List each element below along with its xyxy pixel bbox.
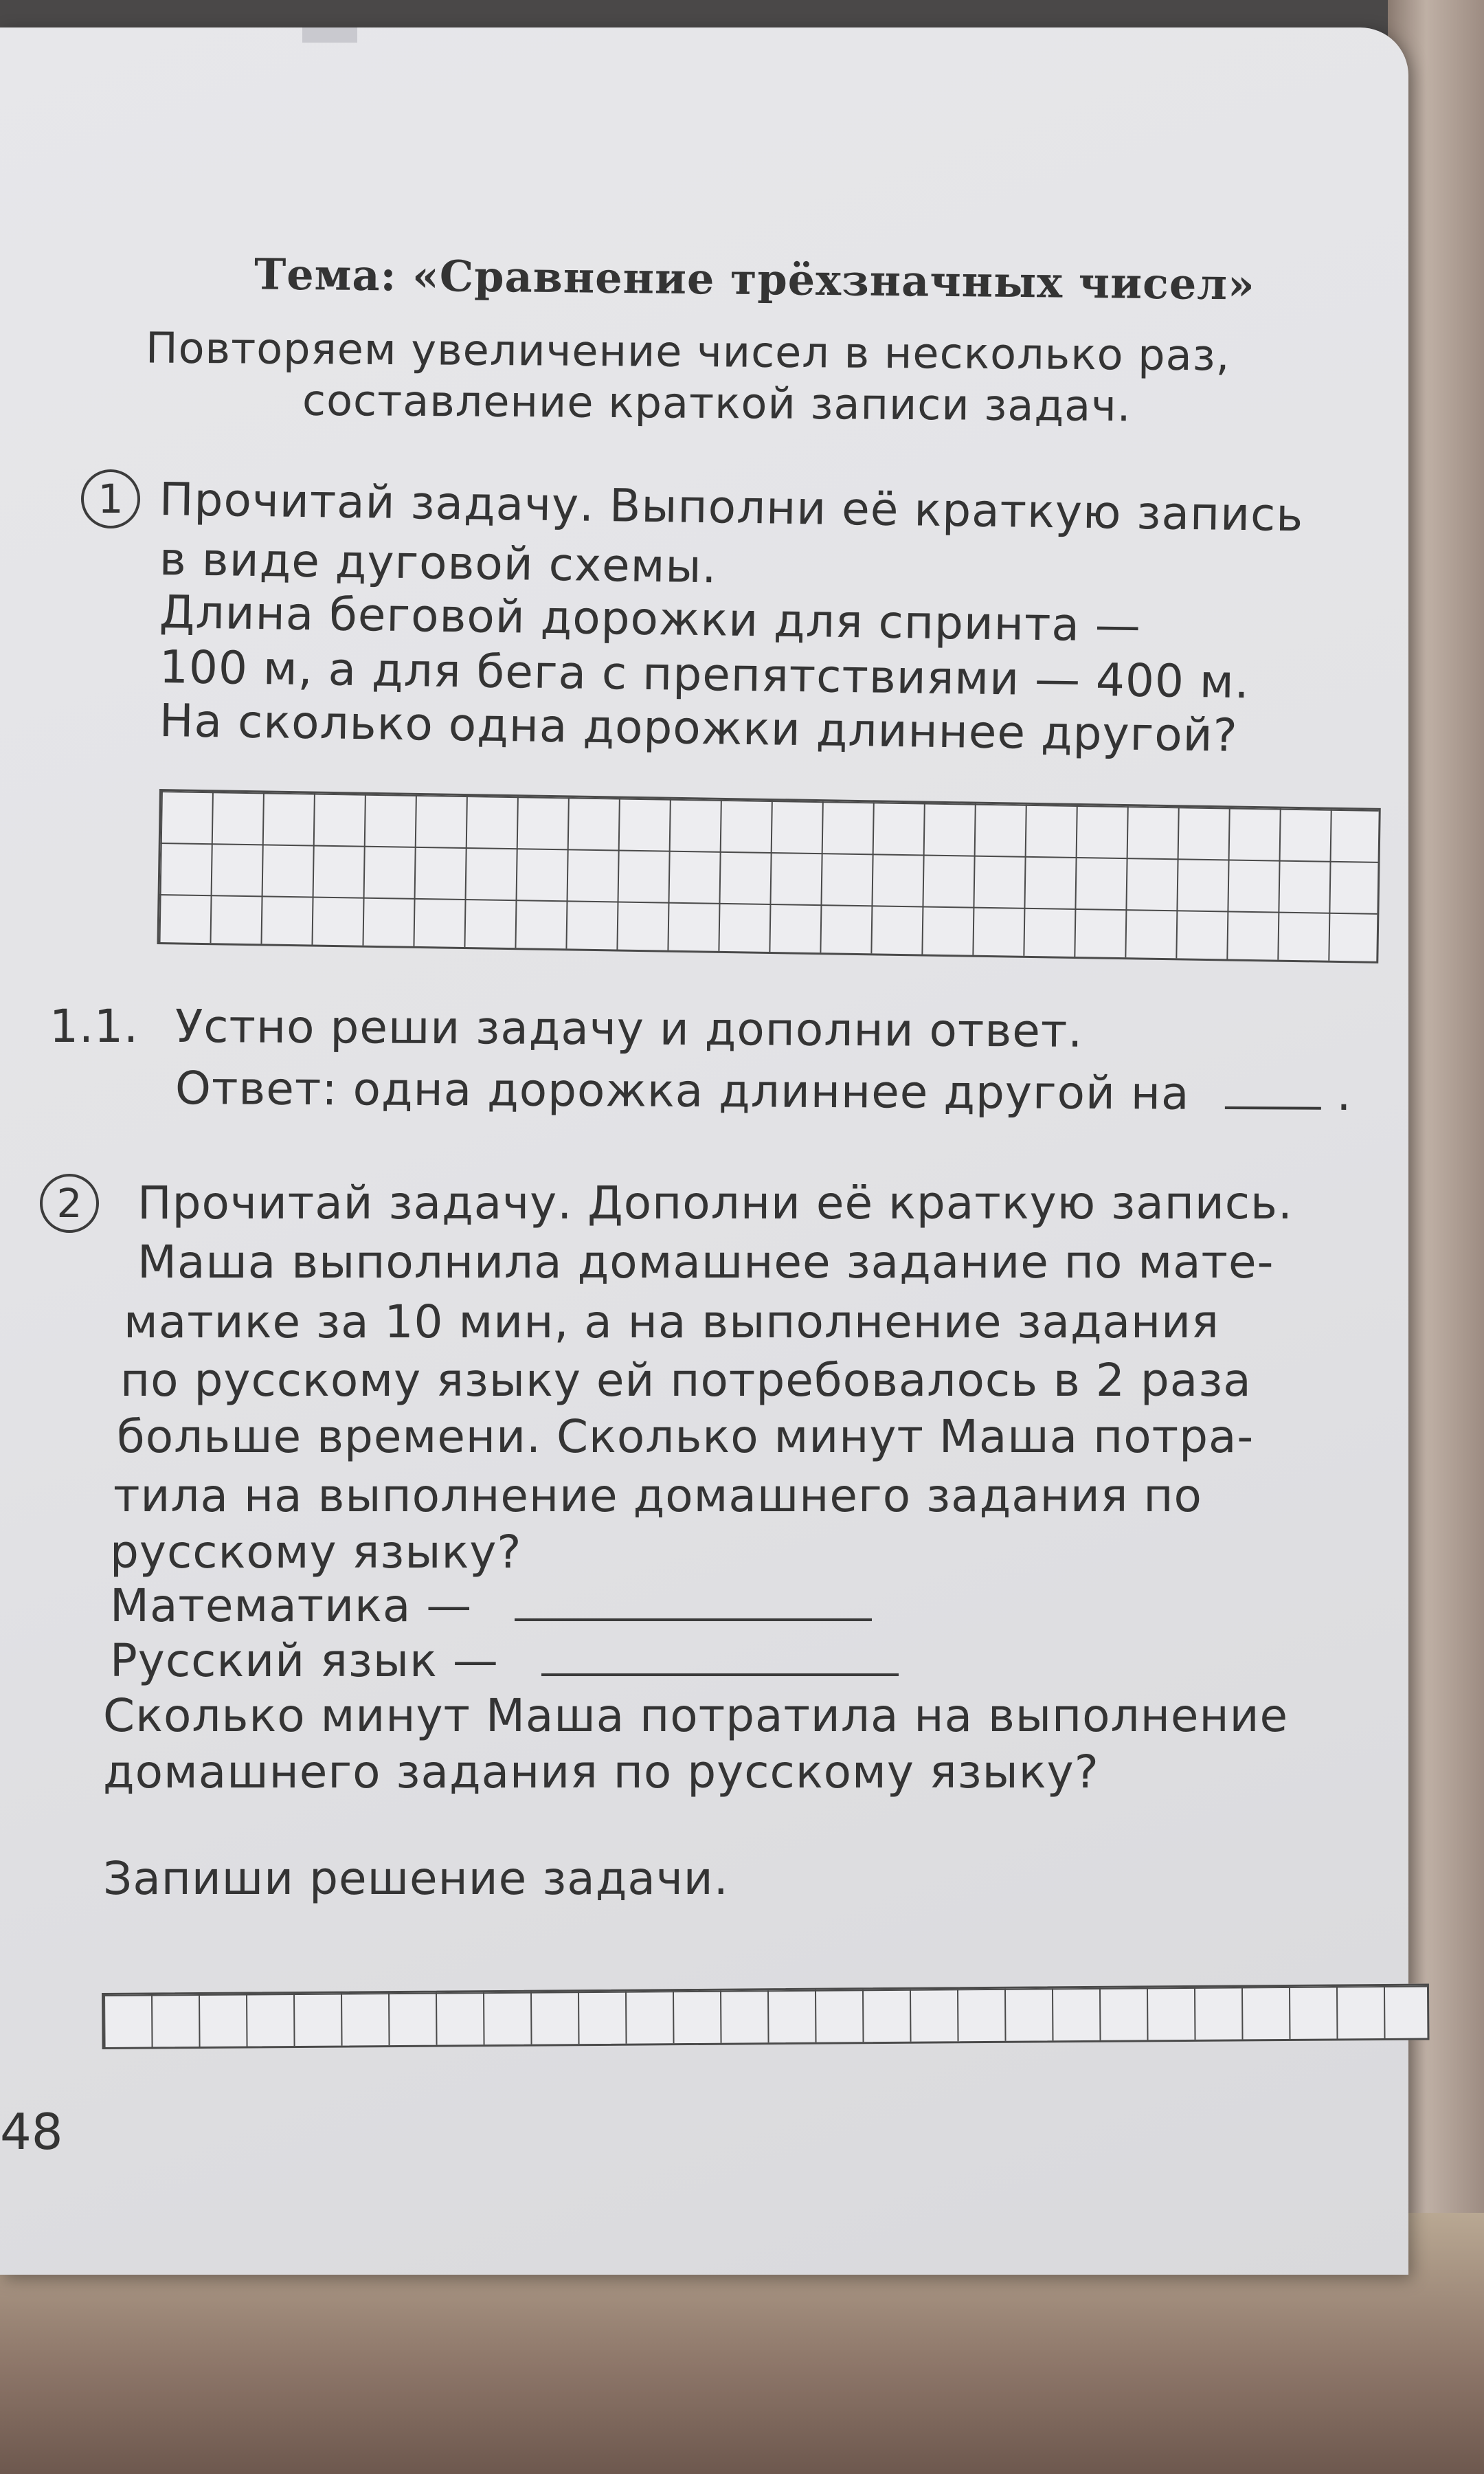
answer-blank[interactable] (1225, 1106, 1321, 1110)
workbook-page (0, 27, 1408, 2275)
russian-row (110, 1634, 899, 1687)
math-row (110, 1579, 872, 1632)
task-1-1-answer-prefix: Ответ: одна дорожка длиннее другой на (175, 1062, 1190, 1120)
task-2-line-2: Маша выполнила домашнее задание по мате- (137, 1236, 1274, 1289)
task-2-line-7: русскому языку? (110, 1526, 522, 1579)
answer-grid-task-2[interactable] (102, 1984, 1430, 2049)
page-title: Тема: «Сравнение трёхзначных чисел» (254, 249, 1256, 310)
subtitle-line-2: составление краткой записи задач. (302, 375, 1132, 432)
task-1-1-number: 1.1. (49, 1000, 139, 1053)
task-1-line-2: в виде дуговой схемы. (159, 533, 718, 594)
task-2-line-5: больше времени. Сколько минут Маша потра- (117, 1410, 1255, 1463)
russian-label: Русский язык — (110, 1634, 499, 1687)
page-number: 48 (0, 2103, 63, 2161)
task-2-line-4: по русскому языку ей потребовалось в 2 раза (120, 1354, 1252, 1407)
task-2-question-line-1: Сколько минут Маша потратила на выполнение (103, 1689, 1289, 1742)
task-2-question-line-2: домашнего задания по русскому языку? (103, 1746, 1099, 1798)
task-2-line-3: матике за 10 мин, а на выполнение задания (124, 1295, 1219, 1348)
task-2-number: 2 (40, 1174, 99, 1233)
solution-prompt: Запиши решение задачи. (103, 1852, 729, 1905)
task-1-line-3: Длина беговой дорожки для спринта — (159, 586, 1142, 652)
math-label: Математика — (110, 1579, 473, 1632)
russian-blank[interactable] (541, 1673, 899, 1676)
bookmark-tab (302, 27, 357, 43)
task-2-line-6: тила на выполнение домашнего задания по (113, 1469, 1202, 1522)
math-blank[interactable] (515, 1618, 872, 1621)
task-1-line-5: На сколько одна дорожки длиннее другой? (159, 694, 1239, 762)
answer-grid-task-1[interactable] (157, 789, 1380, 963)
subtitle-line-1: Повторяем увеличение чисел в несколько раз, (145, 322, 1230, 381)
task-1-1-line-1: Устно реши задачу и дополни ответ. (175, 1000, 1083, 1058)
task-1-1-answer (175, 1062, 1352, 1121)
task-1-line-1: Прочитай задачу. Выполни её краткую запись (159, 473, 1304, 542)
task-1-1-answer-suffix: . (1336, 1067, 1352, 1121)
task-1-number: 1 (81, 469, 140, 528)
task-2-line-1: Прочитай задачу. Дополни её краткую запись. (137, 1177, 1293, 1229)
task-1-line-4: 100 м, а для бега с препятствиями — 400 м. (159, 640, 1250, 709)
